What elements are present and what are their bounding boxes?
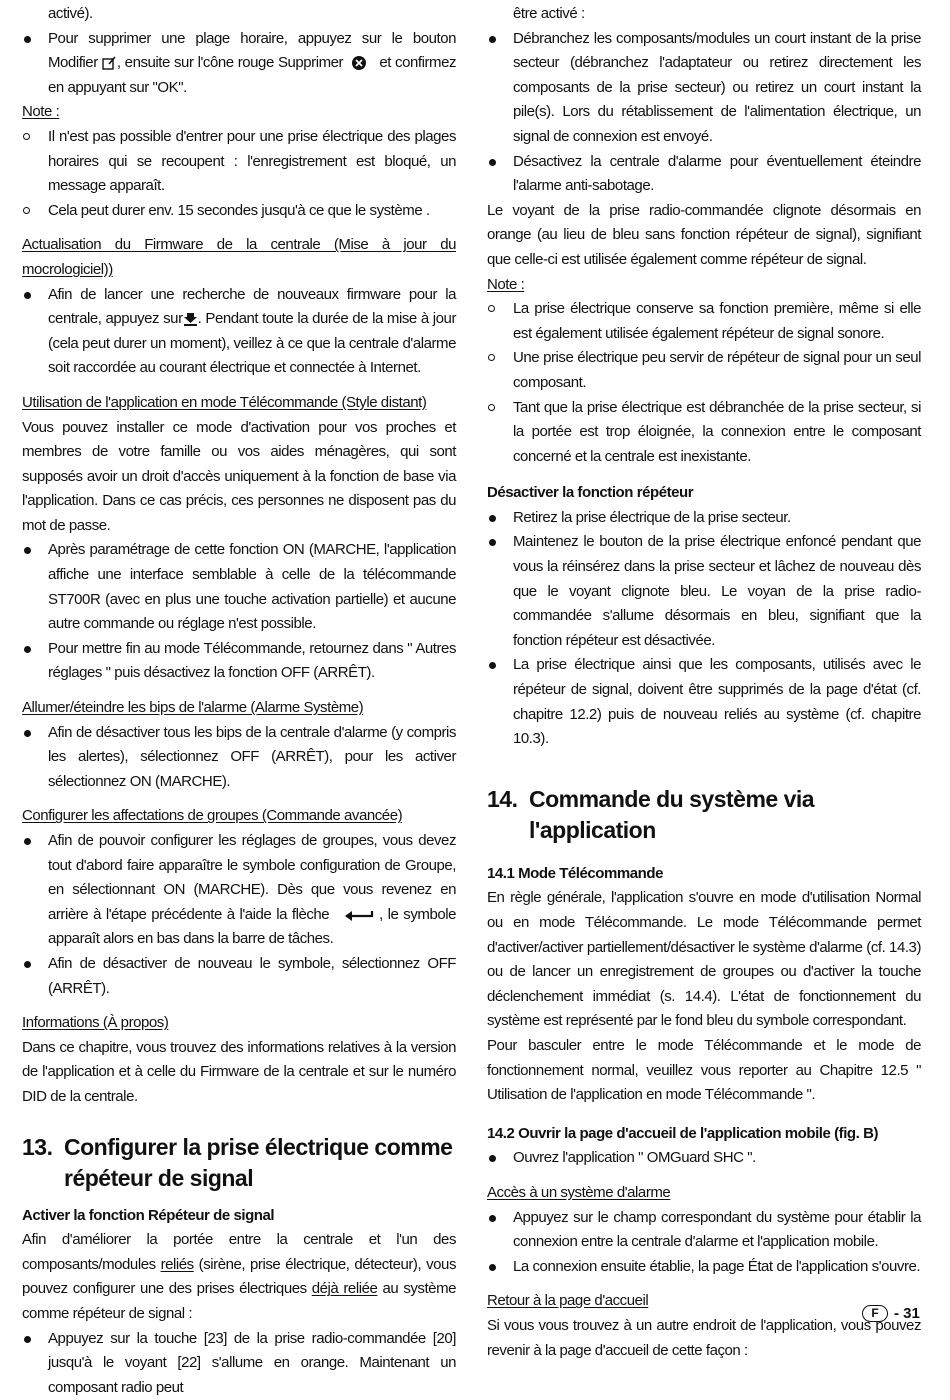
section-heading: Activer la fonction Répéteur de signal bbox=[22, 1204, 456, 1229]
section-heading: Configurer les affectations de groupes (Commande avancée) bbox=[22, 804, 456, 829]
paragraph: Si vous vous trouvez à un autre endroit de l'application, vous pouvez revenir à la page d'accueil de cette façon : bbox=[487, 1314, 921, 1363]
bullet-list bbox=[487, 1206, 921, 1280]
bullet-list bbox=[22, 283, 456, 381]
list-item: Désactivez la centrale d'alarme pour éventuellement éteindre l'alarme anti-sabotage. bbox=[487, 150, 921, 199]
note-list bbox=[22, 125, 456, 223]
bullet-list bbox=[22, 27, 456, 101]
list-item: Pour supprimer une plage horaire, appuyez sur le bouton Modifier , ensuite sur l'cône rouge Supprimer et confirmez en appuyant sur "OK". bbox=[22, 27, 456, 101]
edit-icon bbox=[102, 56, 117, 70]
bullet-list bbox=[487, 27, 921, 199]
list-item: Après paramétrage de cette fonction ON (MARCHE, l'application affiche une interface semblable à celle de la télécommande ST700R (avec en plus une touche activation partielle) et aucune autre commande ou réglage n'est possible. bbox=[22, 538, 456, 636]
list-item: La prise électrique conserve sa fonction première, même si elle est également utilisée également répéteur de signal sonore. bbox=[487, 297, 921, 346]
list-item: Débranchez les composants/modules un court instant de la prise secteur (débranchez l'adaptateur ou retirez directement les composants de la prise secteur) ou retirez un court instant la pile(s). Lors du rétablissement de l'alimentation électrique, un signal de connexion est envoyé. bbox=[487, 27, 921, 150]
list-item: Afin de désactiver de nouveau le symbole, sélectionnez OFF (ARRÊT). bbox=[22, 952, 456, 1001]
list-item: Une prise électrique peu servir de répéteur de signal pour un seul composant. bbox=[487, 346, 921, 395]
section-heading: 14.1 Mode Télécommande bbox=[487, 862, 921, 887]
paragraph: être activé : bbox=[487, 2, 921, 27]
list-item: La prise électrique ainsi que les composants, utilisés avec le répéteur de signal, doivent être supprimés de la page d'état (cf. chapitre 12.2) puis de nouveau reliés au système (cf. chapitre 10.3). bbox=[487, 653, 921, 751]
paragraph: En règle générale, l'application s'ouvre en mode d'utilisation Normal ou en mode Télécommande. Le mode Télécommande permet d'activer/activer partiellement/désactiver le système d'alarme (cf. 14.3) ou de lancer un enregistrement de groupes ou d'activer la touche déclenchement immédiat (s. 14.4). L'état de fonctionnement du système est représenté par le fond bleu du symbole correspondant. bbox=[487, 886, 921, 1034]
list-item: Cela peut durer env. 15 secondes jusqu'à ce que le système . bbox=[22, 199, 456, 224]
list-item: La connexion ensuite établie, la page État de l'application s'ouvre. bbox=[487, 1255, 921, 1280]
paragraph: Le voyant de la prise radio-commandée clignote désormais en orange (au lieu de bleu sans fonction répéteur de signal), signifiant que celle-ci est utilisée également comme répéteur de signal. bbox=[487, 199, 921, 273]
paragraph: Dans ce chapitre, vous trouvez des informations relatives à la version de l'application et à celle du Firmware de la centrale et sur le numéro DID de la centrale. bbox=[22, 1036, 456, 1110]
bullet-list bbox=[22, 721, 456, 795]
section-heading: 14.2 Ouvrir la page d'accueil de l'application mobile (fig. B) bbox=[487, 1122, 921, 1147]
chapter-heading: 13. Configurer la prise électrique comme répéteur de signal bbox=[22, 1132, 456, 1194]
bullet-list bbox=[22, 1327, 456, 1400]
note-label: Note : bbox=[487, 273, 921, 298]
back-arrow-icon bbox=[344, 908, 376, 922]
paragraph: Pour basculer entre le mode Télécommande et le mode de fonctionnement normal, veuillez vous reporter au Chapitre 12.5 " Utilisation de l'application en mode Télécommande ". bbox=[487, 1034, 921, 1108]
note-label: Note : bbox=[22, 100, 456, 125]
right-column bbox=[487, 2, 921, 1363]
section-heading: Informations (À propos) bbox=[22, 1011, 456, 1036]
section-heading: Actualisation du Firmware de la centrale (Mise à jour du mocrologiciel)) bbox=[22, 233, 456, 282]
list-item: Appuyez sur la touche [23] de la prise radio-commandée [20] jusqu'à le voyant [22] s'allume en orange. Maintenant un composant radio peut bbox=[22, 1327, 456, 1400]
section-heading: Allumer/éteindre les bips de l'alarme (Alarme Système) bbox=[22, 696, 456, 721]
note-list bbox=[487, 297, 921, 469]
list-item: Tant que la prise électrique est débranchée de la prise secteur, si la portée est trop éloignée, la connexion entre le composant concerné et la centrale est inexistante. bbox=[487, 396, 921, 470]
page-number bbox=[862, 1305, 920, 1322]
list-item: Afin de pouvoir configurer les réglages de groupes, vous devez tout d'abord faire apparaître le symbole configuration de Groupe, en sélectionnant ON (MARCHE). Dès que vous revenez en arrière à l'étape précédente à l'aide la flèche , le symbole apparaît alors en bas dans la barre de tâches. bbox=[22, 829, 456, 952]
list-item: Retirez la prise électrique de la prise secteur. bbox=[487, 506, 921, 531]
list-item: Ouvrez l'application " OMGuard SHC ". bbox=[487, 1146, 921, 1171]
list-item: Afin de désactiver tous les bips de la centrale d'alarme (y compris les alertes), sélectionnez OFF (ARRÊT), pour les activer sélectionnez ON (MARCHE). bbox=[22, 721, 456, 795]
bullet-list bbox=[487, 1146, 921, 1171]
paragraph: activé). bbox=[22, 2, 456, 27]
delete-x-icon bbox=[351, 55, 367, 71]
list-item: Afin de lancer une recherche de nouveaux firmware pour la centrale, appuyez sur . Pendant toute la durée de la mise à jour (cela peut durer un moment), veillez à ce que la centrale d'alarme soit raccordée au courant électrique et connectée à Internet. bbox=[22, 283, 456, 381]
bullet-list bbox=[22, 829, 456, 1001]
paragraph: Afin d'améliorer la portée entre la centrale et l'un des composants/modules reliés (sirène, prise électrique, détecteur), vous pouvez configurer une des prises électriques déjà reliée au système comme répéteur de signal : bbox=[22, 1228, 456, 1326]
list-item: Il n'est pas possible d'entrer pour une prise électrique des plages horaires qui se recoupent : l'enregistrement est bloqué, un message apparaît. bbox=[22, 125, 456, 199]
section-heading: Utilisation de l'application en mode Télécommande (Style distant) bbox=[22, 391, 456, 416]
list-item: Maintenez le bouton de la prise électrique enfoncé pendant que vous la réinsérez dans la prise secteur et lâchez de nouveau dès que le voyant clignote bleu. Le voyan de la prise radio-commandée s'allume désormais en bleu, signifiant que la fonction répéteur est désactivée. bbox=[487, 530, 921, 653]
section-heading: Désactiver la fonction répéteur bbox=[487, 481, 921, 506]
bullet-list bbox=[487, 506, 921, 752]
left-column bbox=[22, 2, 456, 1400]
download-icon bbox=[183, 312, 198, 326]
section-heading: Accès à un système d'alarme bbox=[487, 1181, 921, 1206]
page-number-text: - 31 bbox=[894, 1305, 920, 1322]
section-heading: Retour à la page d'accueil bbox=[487, 1289, 921, 1314]
bullet-list bbox=[22, 538, 456, 686]
list-item: Pour mettre fin au mode Télécommande, retournez dans " Autres réglages " puis désactivez la fonction OFF (ARRÊT). bbox=[22, 637, 456, 686]
language-badge: F bbox=[862, 1305, 888, 1322]
chapter-heading: 14. Commande du système via l'application bbox=[487, 784, 921, 846]
list-item: Appuyez sur le champ correspondant du système pour établir la connexion entre la centrale d'alarme et l'application mobile. bbox=[487, 1206, 921, 1255]
paragraph: Vous pouvez installer ce mode d'activation pour vos proches et membres de votre famille ou vos aides ménagères, qui sont supposés avoir un droit d'accès uniquement à la fonction de base via l'application. Dans ce cas précis, ces personnes ne disposent pas du mot de passe. bbox=[22, 416, 456, 539]
